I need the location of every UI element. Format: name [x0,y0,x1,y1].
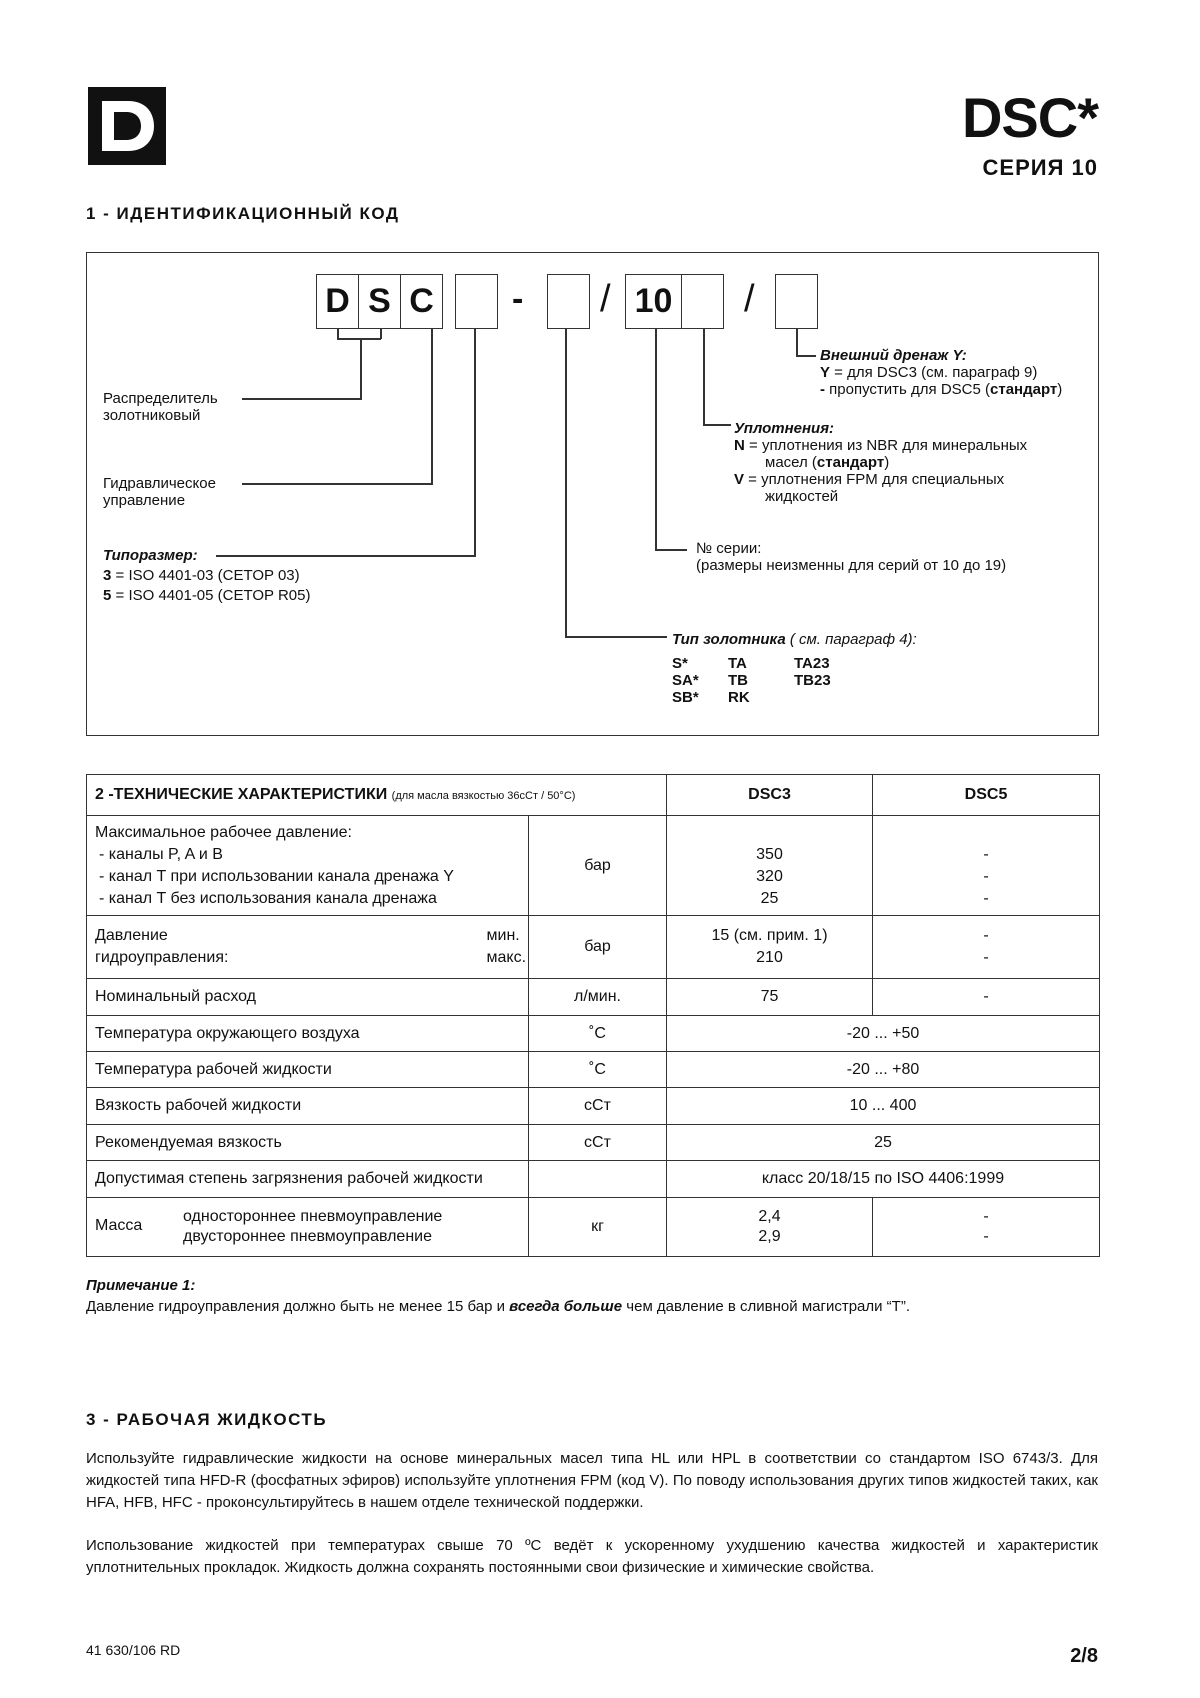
label-valve: Распределитель золотниковый [103,390,218,424]
unit-cell: cСт [529,1125,667,1161]
col-header-dsc5: DSC5 [873,775,1100,816]
dsc5-mass: - - [873,1198,1100,1257]
row-label-contamination: Допустимая степень загрязнения рабочей жидкости [87,1161,529,1198]
table-row [87,979,1100,1016]
row-label-pilot-pressure: Давление мин. гидроуправления: макс. [87,916,529,979]
label-control: Гидравлическое управление [103,475,216,509]
table-row [87,916,1100,979]
value-viscosity: 10 ... 400 [667,1088,1100,1125]
code-slash-1: / [600,278,611,320]
unit-cell: cСт [529,1088,667,1125]
unit-cell: кг [529,1198,667,1257]
section1-title: 1 - ИДЕНТИФИКАЦИОННЫЙ КОД [86,204,400,223]
row-label-recommended-viscosity: Рекомендуемая вязкость [87,1125,529,1161]
row-label-fluid-temp: Температура рабочей жидкости [87,1052,529,1088]
unit-cell: л/мин. [529,979,667,1016]
note-text: Давление гидроуправления должно быть не менее 15 бар и всегда больше чем давление в сливной магистрали “T”. [86,1298,911,1315]
row-label-viscosity: Вязкость рабочей жидкости [87,1088,529,1125]
value-fluid-temp: -20 ... +80 [667,1052,1100,1088]
value-ambient-temp: -20 ... +50 [667,1016,1100,1052]
code-cell-s: S [358,274,401,329]
section3-paragraph-1: Используйте гидравлические жидкости на основе минеральных масел типа HL или HPL в соответствии со стандартом ISO 6743/3. Для жидкостей типа HFD-R (фосфатных эфиров) используйте уплотнения FPM (код V). По поводу использования других типов жидкостей таких, как HFA, HFB, HFC - проконсультируйтесь в нашем отделе технической поддержки. [86,1450,1098,1511]
unit-cell: бар [529,816,667,916]
section2-title: 2 -ТЕХНИЧЕСКИЕ ХАРАКТЕРИСТИКИ (для масла вязкостью 36сСт / 50°C) [87,775,667,816]
page-number: 2/8 [1070,1645,1098,1667]
row-label-pressure: Максимальное рабочее давление: - каналы P, A и B - канал T при использовании канала дренажа Y - канал T без использования канала дренажа [87,816,529,916]
table-row [87,1161,1100,1198]
technical-specs-table [86,774,1100,1257]
code-cell-spool [547,274,590,329]
dsc3-pressure: 350 320 25 [667,816,873,916]
dsc5-pressure: - - - [873,816,1100,916]
code-cell-drain [775,274,818,329]
row-label-flow: Номинальный расход [87,979,529,1016]
code-cell-c: C [400,274,443,329]
code-cell-size [455,274,498,329]
product-code-title: DSC* [961,86,1098,149]
note-title: Примечание 1: [86,1277,196,1294]
label-size: Типоразмер: 3 = ISO 4401-03 (CETOP 03) 5 = ISO 4401-05 (CETOP R05) [103,547,311,604]
code-cell-seals [681,274,724,329]
label-spool-type: Тип золотника ( см. параграф 4): [672,631,917,648]
unit-cell: ˚C [529,1052,667,1088]
section3-paragraph-2: Использование жидкостей при температурах свыше 70 ºС ведёт к ускоренному ухудшению качества жидкостей и характеристик уплотнительных прокладок. Жидкость должна сохранять постоянными свои физические и химические свойства. [86,1537,1098,1576]
dsc5-pilot: - - [873,916,1100,979]
table-row [87,1088,1100,1125]
value-contamination: класс 20/18/15 по ISO 4406:1999 [667,1161,1100,1198]
section3-title: 3 - РАБОЧАЯ ЖИДКОСТЬ [86,1410,328,1429]
col-header-dsc3: DSC3 [667,775,873,816]
code-dash: - [512,280,524,318]
label-seals: Уплотнения: N = уплотнения из NBR для минеральных масел (стандарт) V = уплотнения FPM для специальных жидкостей [734,420,1028,505]
table-row [87,1016,1100,1052]
table-row [87,1125,1100,1161]
unit-cell: бар [529,916,667,979]
document-number: 41 630/106 RD [86,1642,181,1658]
unit-cell: ˚C [529,1016,667,1052]
row-label-ambient-temp: Температура окружающего воздуха [87,1016,529,1052]
code-cell-d: D [316,274,359,329]
table-header-row [87,775,1100,816]
code-slash-2: / [744,278,755,320]
table-row [87,816,1100,916]
series-subtitle: СЕРИЯ 10 [982,155,1098,180]
company-logo [88,87,166,165]
label-external-drain: Внешний дренаж Y: Y = для DSC3 (см. параграф 9) - пропустить для DSC5 (стандарт) [820,347,1063,398]
dsc5-flow: - [873,979,1100,1016]
value-recommended-viscosity: 25 [667,1125,1100,1161]
dsc3-pilot: 15 (см. прим. 1) 210 [667,916,873,979]
table-row [87,1052,1100,1088]
dsc3-mass: 2,4 2,9 [667,1198,873,1257]
label-series-number: № серии: (размеры неизменны для серий от 10 до 19) [696,540,1007,574]
dsc3-flow: 75 [667,979,873,1016]
table-row [87,1198,1100,1257]
row-label-mass: Масса одностороннее пневмоуправление двустороннее пневмоуправление [87,1198,529,1257]
unit-cell-empty [529,1161,667,1198]
code-cell-series: 10 [625,274,682,329]
